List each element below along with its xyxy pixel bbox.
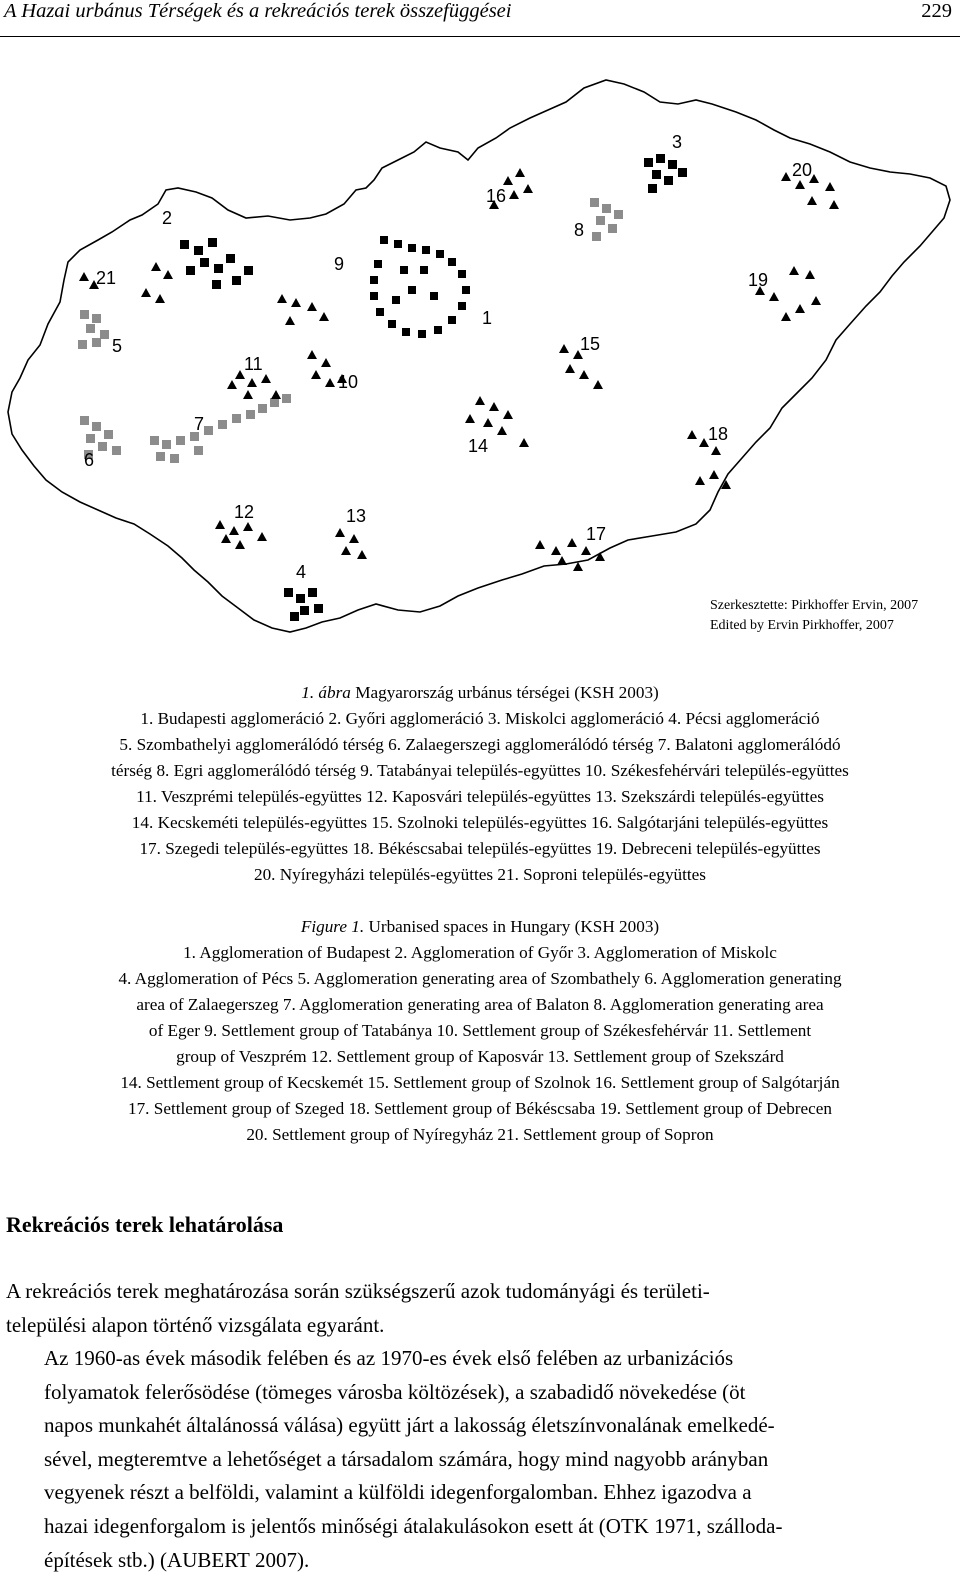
paragraph-line: hazai idegenforgalom is jelentős minőségi átalakulásokon esett át (OTK 1971, szálloda- xyxy=(44,1513,783,1538)
caption-line: 20. Settlement group of Nyíregyház 21. Settlement group of Sopron xyxy=(246,1125,714,1144)
region-label-7: 7 xyxy=(194,414,205,434)
section-heading: Rekreációs terek lehatárolása xyxy=(6,1212,284,1237)
caption-line: 14. Kecskeméti település-együttes 15. Szolnoki település-együttes 16. Salgótarjáni település-együttes xyxy=(131,813,829,832)
region-label-4: 4 xyxy=(296,562,307,582)
region-label-16: 16 xyxy=(486,186,507,206)
paragraph-1 xyxy=(6,1275,950,1342)
paragraph-2 xyxy=(6,1342,950,1577)
figure-caption-hungarian xyxy=(0,680,960,888)
figure-caption-english xyxy=(0,914,960,1148)
region-label-11: 11 xyxy=(244,354,263,374)
region-label-17: 17 xyxy=(586,524,607,544)
text-run: 2007). xyxy=(249,1547,310,1572)
region-label-8: 8 xyxy=(574,220,585,240)
gray-generating-area-markers xyxy=(78,198,623,463)
paragraph-line: A rekreációs terek meghatározása során szükségszerű azok tudományági és területi- xyxy=(6,1279,710,1303)
running-title: A Hazai urbánus Térségek és a rekreációs terek összefüggései xyxy=(4,0,512,22)
region-label-20: 20 xyxy=(792,160,813,180)
region-number-labels xyxy=(84,132,812,582)
region-label-14: 14 xyxy=(468,436,489,456)
running-header xyxy=(0,0,960,37)
settlement-group-triangles xyxy=(79,168,839,571)
caption-line: térség 8. Egri agglomerálódó térség 9. Tatabányai település-együttes 10. Székesfehérvári település-együttes xyxy=(111,761,849,780)
caption-line: 20. Nyíregyházi település-együttes 21. Soproni település-együttes xyxy=(253,865,706,884)
caption-title-line xyxy=(0,680,960,706)
region-label-3: 3 xyxy=(672,132,683,152)
caption-line: 11. Veszprémi település-együttes 12. Kaposvári település-együttes 13. Szekszárdi település-együttes xyxy=(136,787,824,806)
author-smallcaps: UBERT xyxy=(182,1547,250,1572)
caption-line: 17. Szegedi település-együttes 18. Békéscsabai település-együttes 19. Debreceni település-együttes xyxy=(139,839,821,858)
caption-line: of Eger 9. Settlement group of Tatabánya 10. Settlement group of Székesfehérvár 11. Settlement xyxy=(148,1021,812,1040)
region-label-12: 12 xyxy=(234,502,255,522)
map-credit-english: Edited by Ervin Pirkhoffer, 2007 xyxy=(710,618,894,633)
text-run: építések stb.) (A xyxy=(44,1547,183,1572)
region-label-10: 10 xyxy=(338,372,359,392)
caption-line: 14. Settlement group of Kecskemét 15. Settlement group of Szolnok 16. Settlement group of Salgótarján xyxy=(120,1073,840,1092)
caption-line: 5. Szombathelyi agglomerálódó térség 6. Zalaegerszegi agglomerálódó térség 7. Balatoni agglomerálódó xyxy=(119,735,841,754)
caption-line: 1. Agglomeration of Budapest 2. Agglomeration of Győr 3. Agglomeration of Miskolc xyxy=(183,943,777,962)
caption-title: Urbanised spaces in Hungary (KSH 2003) xyxy=(364,917,660,936)
caption-line: 1. Budapesti agglomeráció 2. Győri agglomeráció 3. Miskolci agglomeráció 4. Pécsi agglomeráció xyxy=(140,709,820,728)
region-label-2: 2 xyxy=(162,208,173,228)
paragraph-line: vegyenek részt a belföldi, valamint a külföldi idegenforgalomban. Ehhez igazodva a xyxy=(44,1480,752,1505)
hungary-urban-regions-map xyxy=(0,40,960,680)
region-label-13: 13 xyxy=(346,506,367,526)
caption-label: Figure 1. xyxy=(300,917,365,936)
caption-line: group of Veszprém 12. Settlement group of Kaposvár 13. Settlement group of Szekszárd xyxy=(176,1047,784,1066)
paragraph-line: települési alapon történő vizsgálata egyaránt. xyxy=(6,1312,385,1337)
paragraph-line: sével, megteremtve a lehetőséget a társadalom számára, hogy mind nagyobb arányban xyxy=(44,1446,769,1471)
page-number: 229 xyxy=(921,0,952,22)
region-label-9: 9 xyxy=(334,254,345,274)
region-label-5: 5 xyxy=(112,336,123,356)
paragraph-line: folyamatok felerősödése (tömeges városba költözések), a szabadidő növekedése (öt xyxy=(44,1379,746,1404)
caption-label: 1. ábra xyxy=(301,683,351,702)
region-label-19: 19 xyxy=(748,270,769,290)
caption-line: 17. Settlement group of Szeged 18. Settlement group of Békéscsaba 19. Settlement group of Debrecen xyxy=(127,1099,833,1118)
paragraph-line: napos munkahét általánossá válása) együtt járt a lakosság életszínvonalának emelkedé- xyxy=(44,1413,775,1438)
map-canvas xyxy=(0,40,960,680)
caption-title-line xyxy=(0,914,960,940)
region-label-21: 21 xyxy=(96,268,117,288)
caption-line: area of Zalaegerszeg 7. Agglomeration generating area of Balaton 8. Agglomeration generating area xyxy=(136,995,824,1014)
region-label-1: 1 xyxy=(482,308,493,328)
caption-title: Magyarország urbánus térségei (KSH 2003) xyxy=(350,683,659,702)
region-label-15: 15 xyxy=(580,334,601,354)
region-label-18: 18 xyxy=(708,424,729,444)
map-credit-hungarian: Szerkesztette: Pirkhoffer Ervin, 2007 xyxy=(710,598,919,613)
caption-line: 4. Agglomeration of Pécs 5. Agglomeration generating area of Szombathely 6. Agglomeration generating xyxy=(118,969,842,988)
region-label-6: 6 xyxy=(84,450,95,470)
paragraph-line: Az 1960-as évek második felében és az 1970-es évek első felében az urbanizációs xyxy=(44,1346,734,1370)
